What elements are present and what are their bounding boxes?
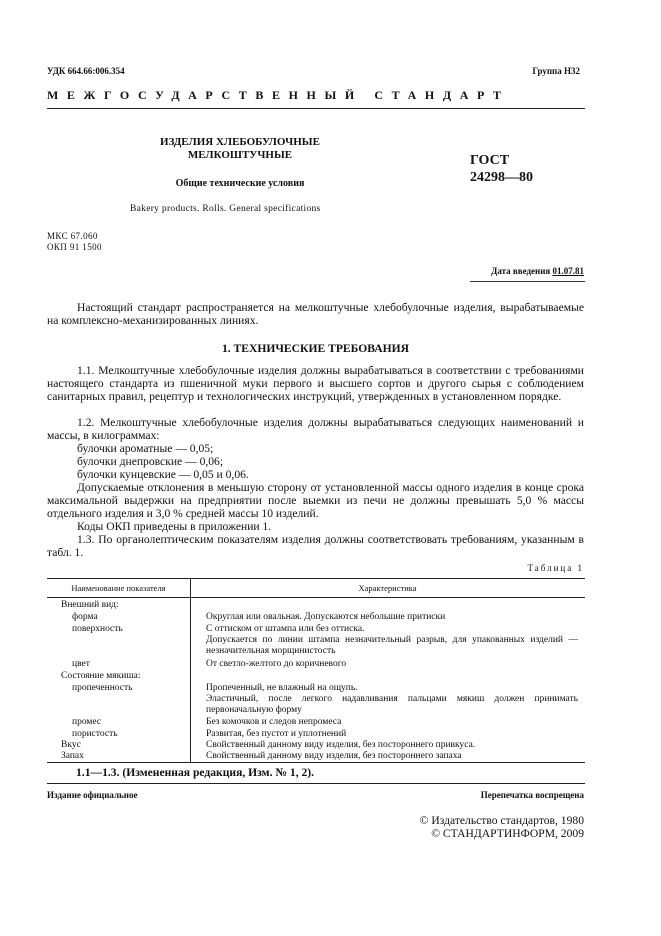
okp-note: Коды ОКП приведены в приложении 1. (77, 520, 272, 533)
table-row-label: Запах (61, 751, 84, 761)
date-divider (470, 281, 585, 282)
table-row-label: поверхность (72, 624, 123, 634)
udk-code: УДК 664.66:006.354 (47, 66, 125, 76)
table-row-label: цвет (72, 659, 90, 669)
title-line-1: ИЗДЕЛИЯ ХЛЕБОБУЛОЧНЫЕ (160, 136, 320, 148)
classification-codes (47, 231, 102, 253)
table-top-rule (47, 578, 585, 579)
table-cell: Пропеченный, не влажный на ощупь. (206, 683, 358, 693)
table-cell: Свойственный данному виду изделия, без постороннего привкуса. (206, 740, 476, 750)
gost-label: ГОСТ (470, 153, 510, 168)
header-divider (47, 108, 585, 109)
document-title (120, 136, 360, 162)
table-cell: Округлая или овальная. Допускаются небольшие притиски (206, 612, 446, 622)
table-header-indicator: Наименование показателя (71, 583, 166, 593)
clause-1-1: 1.1. Мелкоштучные хлебобулочные изделия должны вырабатываться в соответствии с требованиями настоящего стандарта из пшеничной муки первого и высшего сортов и другого сырья с соблюдением санитарных правил, рецептур и технологических инструкций, утвержденных в установленном порядке. (47, 364, 584, 403)
table-row-label: Вкус (61, 740, 81, 750)
table-column-divider (190, 578, 191, 762)
table-bottom-rule (47, 762, 585, 763)
effective-date-value: 01.07.81 (552, 266, 584, 276)
table-cell: Развитая, без пустот и уплотнений (206, 729, 347, 739)
document-subtitle: Общие технические условия (175, 178, 305, 189)
clause-1-2: 1.2. Мелкоштучные хлебобулочные изделия должны вырабатываться следующих наименований и массы, в килограммах: (47, 416, 584, 442)
copyright-line-1: © Издательство стандартов, 1980 (419, 814, 584, 827)
table-row-label: пористость (72, 729, 118, 739)
effective-date (400, 266, 584, 276)
group-code: Группа Н32 (532, 66, 580, 76)
table-header-characteristic: Характеристика (358, 583, 417, 593)
gost-designation (470, 152, 533, 186)
mks-code: МКС 67.060 (47, 231, 98, 241)
section-heading: 1. ТЕХНИЧЕСКИЕ ТРЕБОВАНИЯ (221, 342, 410, 355)
table-header-rule (47, 597, 585, 598)
table-cell: Эластичный, после легкого надавливания пальцами мякиш должен принимать первоначальную форму (206, 694, 578, 716)
table-row-label: Состояние мякиша: (61, 671, 141, 681)
table-cell: Без комочков и следов непромеса (206, 717, 342, 727)
table-caption: Таблица 1 (527, 563, 584, 573)
table-cell: С оттиском от штампа или без оттиска. (206, 624, 365, 634)
table-cell: Допускается по линии штампа незначительный разрыв, для упакованных изделий — незначительная морщинистость (206, 635, 578, 657)
amendment-note: 1.1—1.3. (Измененная редакция, Изм. № 1, 2). (76, 766, 315, 779)
table-row-label: промес (72, 717, 102, 727)
okp-code: ОКП 91 1500 (47, 242, 102, 252)
gost-number: 24298—80 (470, 170, 533, 185)
effective-date-label: Дата введения (491, 266, 551, 276)
footer-divider (47, 783, 585, 784)
reprint-notice: Перепечатка воспрещена (480, 790, 584, 800)
list-item: булочки ароматные — 0,05; (77, 442, 214, 455)
standard-banner: МЕЖГОСУДАРСТВЕННЫЙ СТАНДАРТ (47, 88, 510, 102)
table-row-label: пропеченность (72, 683, 133, 693)
intro-paragraph: Настоящий стандарт распространяется на мелкоштучные хлебобулочные изделия, вырабатываемые на комплексно-механизированных линиях. (47, 301, 584, 327)
table-row-label: форма (72, 612, 98, 622)
copyright-block (380, 815, 584, 840)
official-edition: Издание официальное (47, 790, 138, 800)
list-item: булочки днепровские — 0,06; (77, 455, 224, 468)
english-title: Bakery products. Rolls. General specifications (130, 204, 321, 214)
mass-deviation-paragraph: Допускаемые отклонения в меньшую сторону от установленной массы одного изделия в конце срока максимальной выдержки на предприятии после выемки из печи не должны превышать 5,0 % массы отдельного изделия и 3,0 % средней массы 10 изделий. (47, 481, 584, 520)
table-cell: Свойственный данному виду изделия, без постороннего запаха (206, 751, 462, 761)
table-row-label: Внешний вид: (61, 600, 119, 610)
table-cell: От светло-желтого до коричневого (206, 659, 347, 669)
title-line-2: МЕЛКОШТУЧНЫЕ (187, 149, 293, 161)
copyright-line-2: © СТАНДАРТИНФОРМ, 2009 (431, 826, 584, 840)
list-item: булочки кунцевские — 0,05 и 0,06. (77, 468, 249, 481)
clause-1-3: 1.3. По органолептическим показателям изделия должны соответствовать требованиям, указанным в табл. 1. (47, 533, 584, 559)
